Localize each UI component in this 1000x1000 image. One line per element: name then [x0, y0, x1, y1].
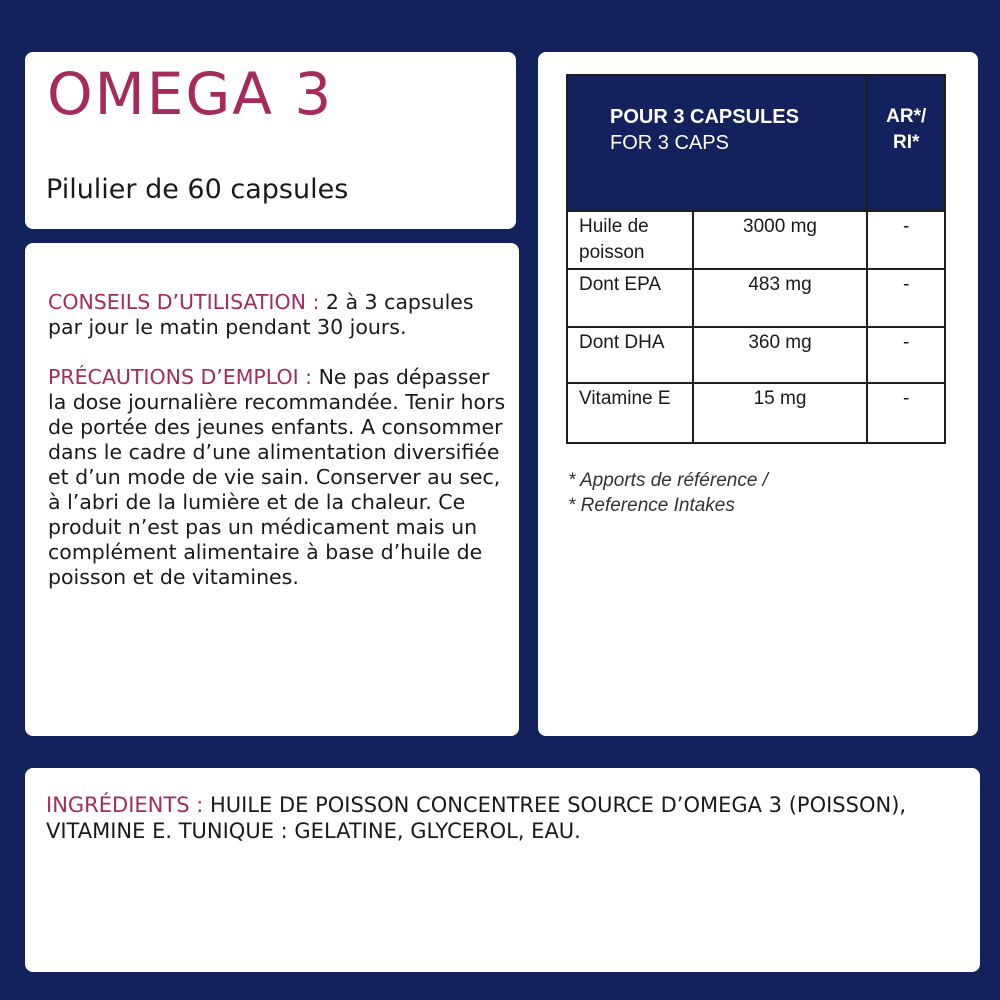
header-ref-line1: AR*/	[886, 106, 927, 127]
footnote-line2: * Reference Intakes	[568, 495, 735, 516]
header-line1: POUR 3 CAPSULES	[610, 106, 799, 128]
conseils-label: CONSEILS D’UTILISATION :	[48, 290, 320, 314]
precautions-label: PRÉCAUTIONS D’EMPLOI :	[48, 365, 313, 389]
row-name: Vitamine E	[567, 383, 693, 443]
nutrition-header-row	[567, 75, 945, 211]
precautions-text: Ne pas dépasser la dose journalière recommandée. Tenir hors de portée des jeunes enfants. A consommer dans le cadre d’une alimentation diversifiée et d’un mode de vie sain. Conserver au sec, à l’abri de la lumière et de la chaleur. Ce produit n’est pas un médicament mais un complément alimentaire à base d’huile de poisson et de vitamines.	[48, 365, 506, 589]
row-name: Dont EPA	[567, 269, 693, 327]
usage-text	[48, 290, 508, 615]
table-row	[567, 269, 945, 327]
footnote-line1: * Apports de référence /	[568, 470, 768, 491]
product-subtitle: Pilulier de 60 capsules	[46, 174, 349, 205]
row-value: 483 mg	[693, 269, 868, 327]
header-ref-line2: RI*	[892, 132, 920, 153]
row-ref: -	[867, 327, 945, 383]
nutrition-card	[538, 52, 978, 736]
nutrition-table	[566, 74, 946, 444]
row-ref: -	[867, 211, 945, 269]
table-row	[567, 327, 945, 383]
row-value: 3000 mg	[693, 211, 868, 269]
title-card	[25, 52, 516, 229]
row-ref: -	[867, 269, 945, 327]
nutrition-header-ref	[867, 75, 945, 211]
row-value: 15 mg	[693, 383, 868, 443]
precautions-paragraph	[48, 365, 508, 590]
row-name: Huile de poisson	[567, 211, 693, 269]
conseils-text: 2 à 3 capsules par jour le matin pendant 30 jours.	[48, 290, 474, 339]
ingredients-list: HUILE DE POISSON CONCENTREE SOURCE D’OMEGA 3 (POISSON), VITAMINE E. TUNIQUE : GELATINE, GLYCEROL, EAU.	[46, 793, 907, 843]
reference-footnote	[568, 468, 768, 518]
ingredients-text	[46, 792, 946, 844]
ingredients-card	[25, 768, 980, 972]
nutrition-header-main	[567, 75, 867, 211]
table-row	[567, 211, 945, 269]
product-title: OMEGA 3	[47, 60, 334, 128]
table-row	[567, 383, 945, 443]
row-ref: -	[867, 383, 945, 443]
header-line2: FOR 3 CAPS	[610, 132, 729, 154]
usage-card	[25, 243, 519, 736]
row-value: 360 mg	[693, 327, 868, 383]
ingredients-label: INGRÉDIENTS :	[46, 793, 204, 817]
row-name: Dont DHA	[567, 327, 693, 383]
conseils-paragraph	[48, 290, 508, 340]
